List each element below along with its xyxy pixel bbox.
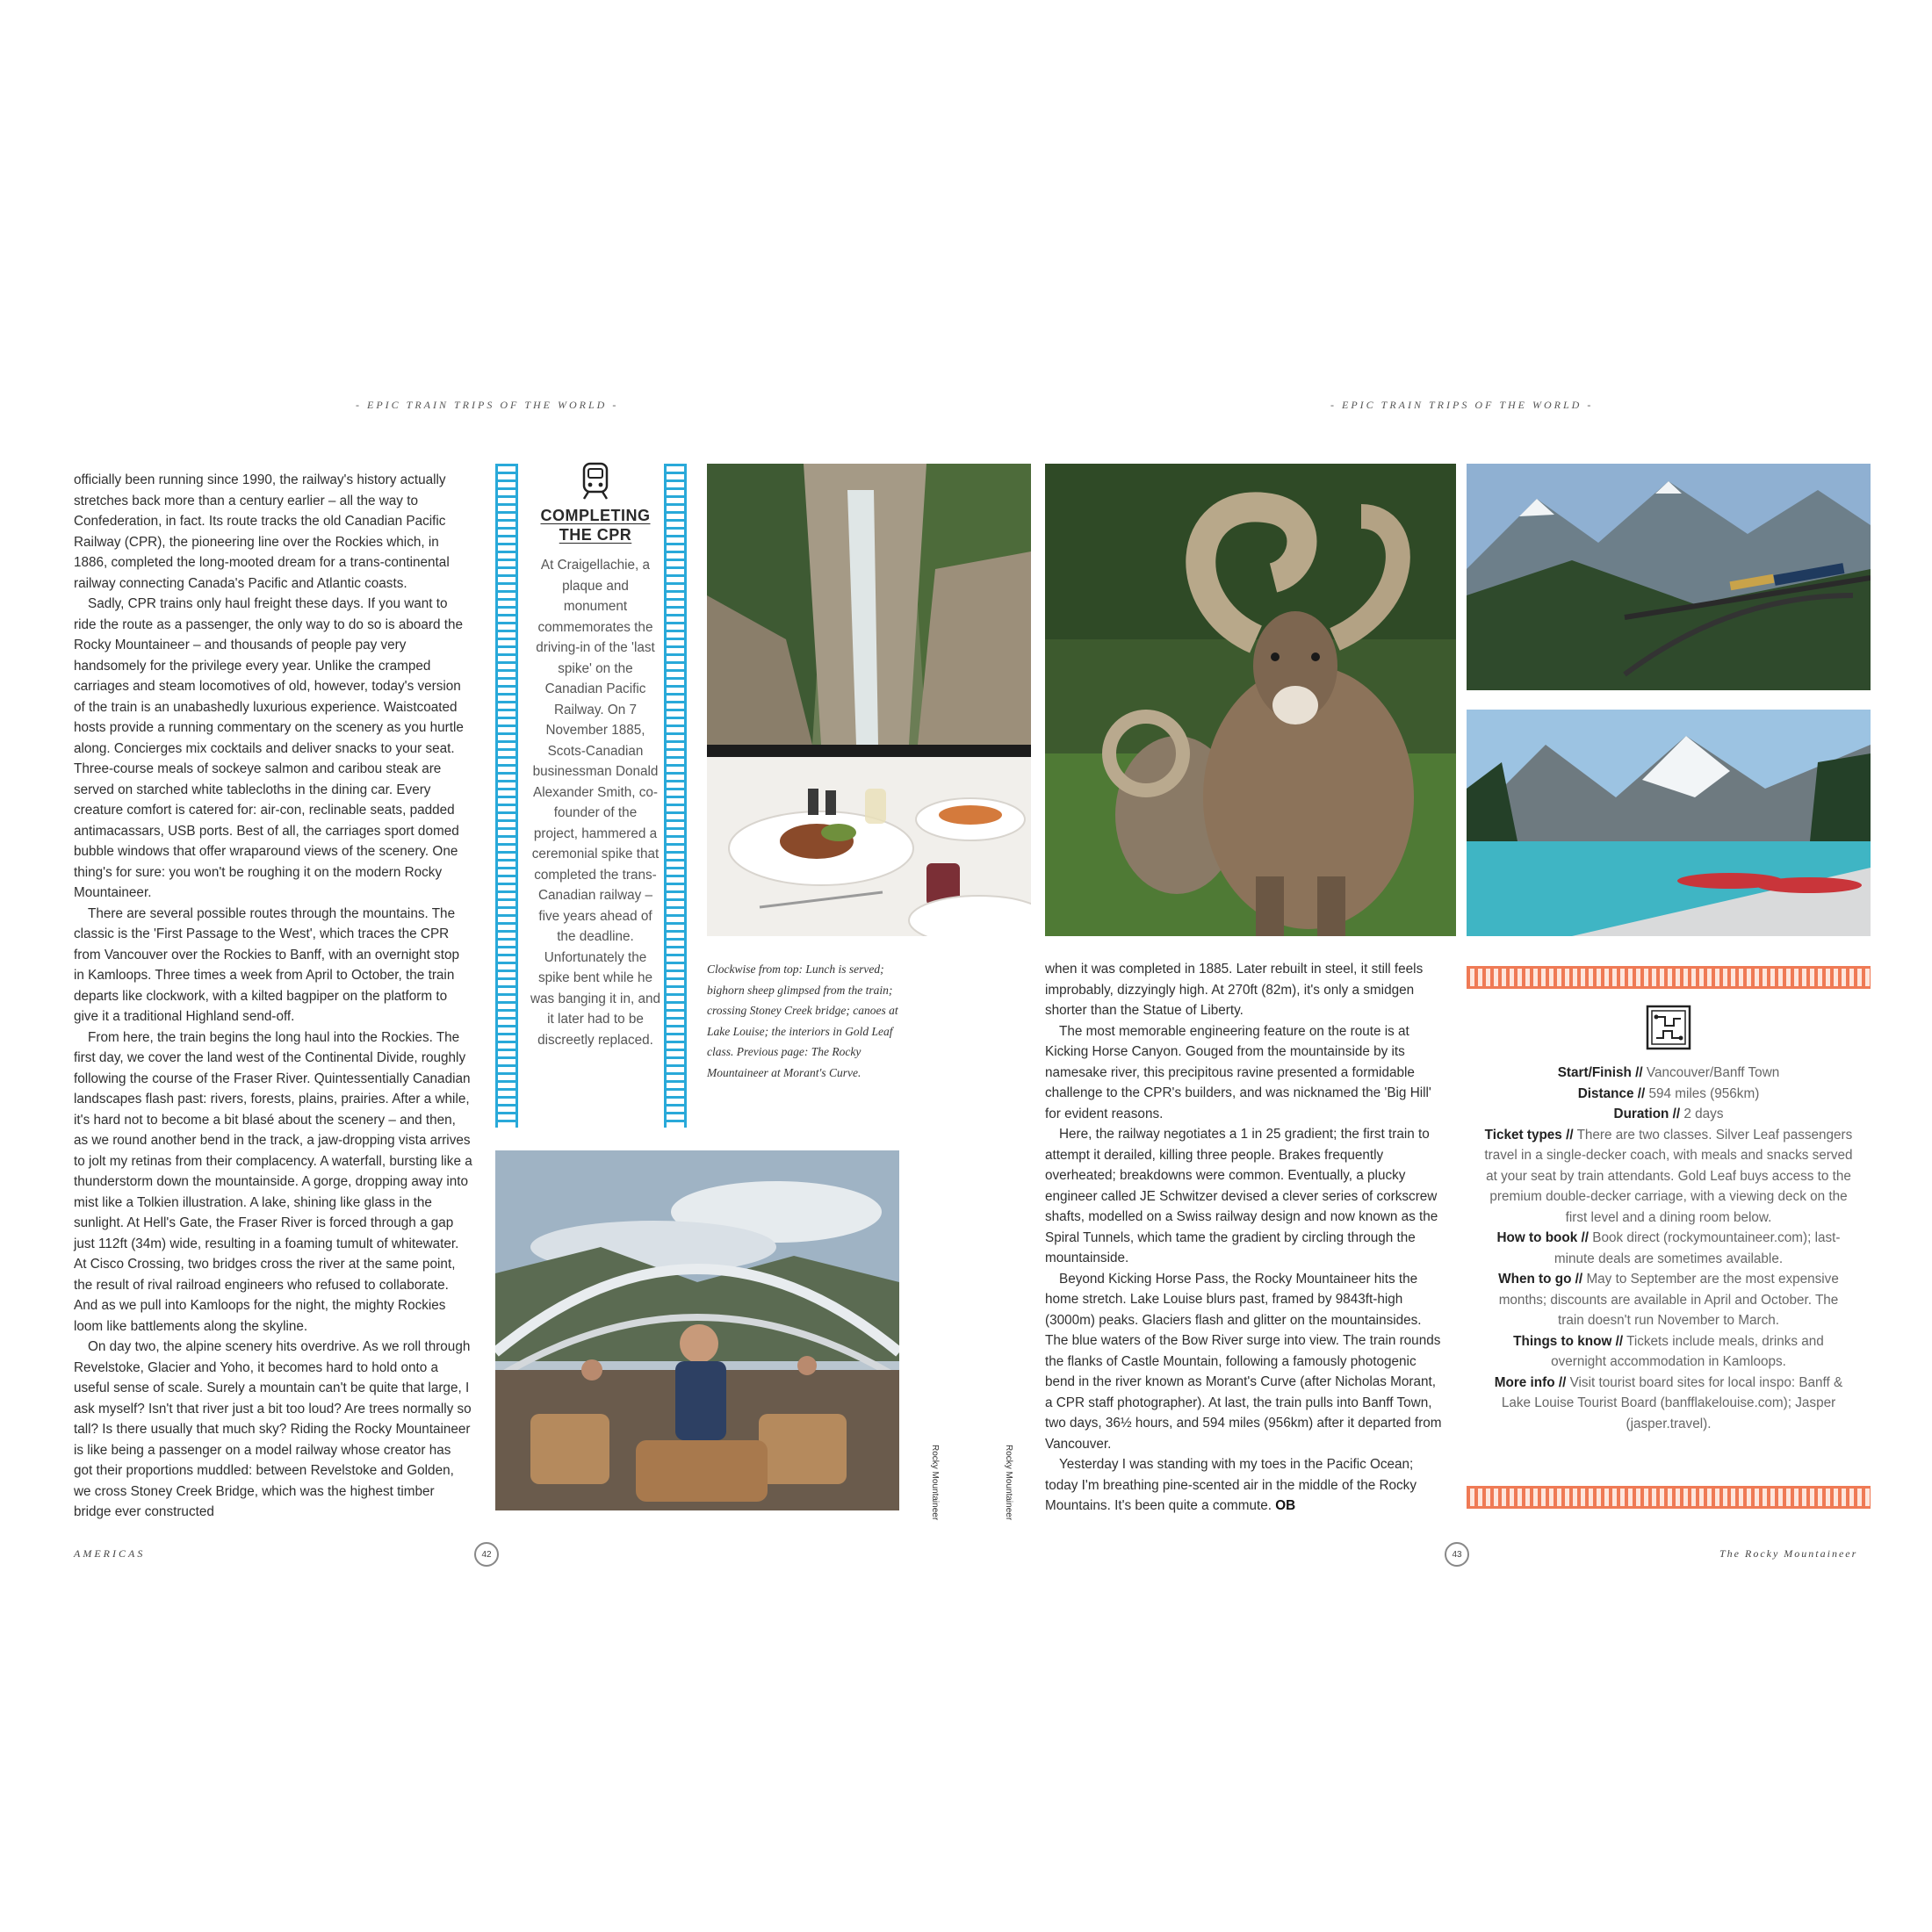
fact-value: May to September are the most expensive months; discounts are available in April and October. The train doesn't run November to March.	[1498, 1272, 1839, 1328]
fact-key: Distance //	[1577, 1085, 1646, 1101]
infobox-facts	[1484, 1063, 1853, 1434]
fact-key: Duration //	[1613, 1107, 1681, 1121]
left-body-column	[74, 470, 472, 1523]
route-map-icon	[1646, 1005, 1691, 1050]
fact-key: How to book //	[1496, 1230, 1590, 1245]
photo-bighorn-sheep	[1045, 464, 1456, 936]
photo-gold-leaf-interior	[495, 1150, 899, 1510]
body-paragraph: From here, the train begins the long haul into the Rockies. The first day, we cover the land west of the Continental Divide, roughly following the course of the Fraser River. Quintessentially Canadian landscapes flash past: rivers, forests, plains, prairies. After a while, it's hard not to become a bit blasé about the scenery – and then, as we round another bend in the track, a jaw-dropping vista arrives to jolt my retinas from their complacency. A waterfall, bursting like a thunderstorm down the mountainside. A gorge, dropping away into mist like a Tolkien illustration. A lake, shining like glass in the sunlight. At Hell's Gate, the Fraser River is forced through a gap just 112ft (34m) wide, resulting in a foaming tumult of whitewater. At Cisco Crossing, two bridges cross the river at the same point, the result of rival railroad engineers who refused to collaborate. And as we pull into Kamloops for the night, the mighty Rockies loom like battlements along the skyline.	[74, 1029, 472, 1334]
fact-key: Ticket types //	[1484, 1127, 1574, 1143]
page-number-left: 42	[474, 1542, 499, 1567]
fact-value: 2 days	[1683, 1107, 1724, 1121]
photo-credit-right: Rocky Mountaineer	[1004, 1445, 1013, 1521]
body-paragraph: officially been running since 1990, the railway's history actually stretches back more than a century earlier – all the way to Confederation, in fact. Its route tracks the old Canadian Pacific Railway (CPR), the pioneering line over the Rockies which, in 1886, completed the long-mooted dream for a trans-continental railway connecting Canada's Pacific and Atlantic coasts.	[74, 472, 450, 591]
photo-caption: Clockwise from top: Lunch is served; bighorn sheep glimpsed from the train; crossing Stoney Creek bridge; canoes at Lake Louise; the interiors in Gold Leaf class. Previous page: The Rocky Mountaineer at Morant's Curve.	[707, 962, 898, 1079]
fact-key: Start/Finish //	[1557, 1065, 1643, 1080]
body-paragraph: On day two, the alpine scenery hits overdrive. As we roll through Revelstoke, Glacier and Yoho, it becomes hard to hold onto a useful sense of scale. Surely a mountain can't be quite that large, I ask myself? Isn't that river just a bit too loud? Are trees normally so tall? Is there usually that much sky? Riding the Rocky Mountaineer is like being a passenger on a model railway whose creator has got their proportions muddled: between Revelstoke and Golden, we cross Stoney Creek Bridge, which was the highest timber bridge ever constructed	[74, 1339, 472, 1519]
body-paragraph: Here, the railway negotiates a 1 in 25 gradient; the first train to attempt it derailed, killing three people. Brakes frequently overheated; breakdowns were common. Eventually, a plucky engineer called JE Schwitzer devised a clever series of corkscrew shafts, modelled on a Swiss railway design and now known as the Spiral Tunnels, which tame the gradient by circling through the mountainside.	[1045, 1127, 1438, 1265]
sidebar-title-line2: THE CPR	[559, 526, 632, 544]
running-head-left: - EPIC TRAIN TRIPS OF THE WORLD -	[356, 399, 619, 411]
fact-ticket-types	[1484, 1125, 1853, 1229]
fact-value: Tickets include meals, drinks and overnight accommodation in Kamloops.	[1551, 1333, 1824, 1369]
infobox-top-bar	[1467, 966, 1871, 989]
right-body-column	[1045, 959, 1445, 1517]
fact-duration	[1484, 1104, 1853, 1125]
fact-value: Book direct (rockymountaineer.com); last-minute deals are sometimes available.	[1554, 1230, 1841, 1266]
body-paragraph	[1045, 1454, 1445, 1517]
fact-more-info	[1484, 1373, 1853, 1435]
fact-things-to-know	[1484, 1331, 1853, 1373]
sidebar-rail-right	[664, 464, 687, 1128]
sidebar-title-line1: COMPLETING	[540, 507, 651, 524]
fact-value: Vancouver/Banff Town	[1646, 1065, 1780, 1080]
fact-key: More info //	[1494, 1374, 1567, 1390]
footer-chapter-title: The Rocky Mountaineer	[1719, 1547, 1858, 1560]
fact-key: When to go //	[1498, 1272, 1583, 1287]
fact-value: Visit tourist board sites for local inspo: Banff & Lake Louise Tourist Board (banfflakelouise.com); Jasper (jasper.travel).	[1501, 1374, 1843, 1431]
fact-distance	[1484, 1084, 1853, 1105]
photo-lunch-served	[707, 464, 1031, 936]
footer-section-label: AMERICAS	[74, 1547, 146, 1560]
sidebar-title	[530, 506, 660, 544]
fact-start-finish	[1484, 1063, 1853, 1084]
fact-key: Things to know //	[1513, 1333, 1624, 1349]
sidebar-text: At Craigellachie, a plaque and monument commemorates the driving-in of the 'last spike' on the Canadian Pacific Railway. On 7 November 1885, Scots-Canadian businessman Donald Alexander Smith, co-founder of the project, hammered a ceremonial spike that completed the trans-Canadian railway – five years ahead of the deadline. Unfortunately the spike bent while he was banging it in, and it later had to be discreetly replaced.	[530, 558, 660, 1048]
sidebar-completing-cpr	[530, 462, 660, 1050]
photo-credit-left: Rocky Mountaineer	[930, 1445, 940, 1521]
body-paragraph: Sadly, CPR trains only haul freight these days. If you want to ride the route as a passenger, the only way to do so is aboard the Rocky Mountaineer – and thousands of people pay very handsomely for the privilege every year. Unlike the cramped carriages and steam locomotives of old, however, today's version of the train is an unabashedly luxurious experience. Waistcoated hosts provide a running commentary on the scenery as you hurtle along. Concierges mix cocktails and deliver snacks to your seat. Three-course meals of sockeye salmon and caribou steak are served on starched white tablecloths in the dining car. Every creature comfort is catered for: air-con, reclinable seats, padded antimacassars, USB ports. Best of all, the carriages sport domed bubble windows that offer wraparound views of the scenery. One thing's for sure: you won't be roughing it on the modern Rocky Mountaineer.	[74, 596, 464, 900]
infobox-bottom-bar	[1467, 1486, 1871, 1509]
fact-value: There are two classes. Silver Leaf passengers travel in a single-decker coach, with meals and snacks served at your seat by train attendants. Gold Leaf buys access to the premium double-decker carriage, with a viewing deck on the first level and a dining room below.	[1484, 1127, 1853, 1225]
page-number-right: 43	[1445, 1542, 1469, 1567]
photo-stoney-creek-bridge	[1467, 464, 1871, 690]
sidebar-rail-left	[495, 464, 518, 1128]
body-paragraph: There are several possible routes through the mountains. The classic is the 'First Passage to the West', which traces the CPR from Vancouver over the Rockies to Banff, with an overnight stop in Kamloops. Three times a week from April to October, the train departs like clockwork, with a kilted bagpiper on the platform to give it a traditional Highland send-off.	[74, 905, 460, 1024]
fact-when-to-go	[1484, 1269, 1853, 1331]
fact-value: 594 miles (956km)	[1648, 1085, 1760, 1101]
infobox	[1484, 1005, 1853, 1434]
body-paragraph: when it was completed in 1885. Later rebuilt in steel, it still feels improbably, dizzyingly high. At 270ft (82m), it's only a smidgen shorter than the Statue of Liberty.	[1045, 962, 1424, 1018]
fact-how-to-book	[1484, 1228, 1853, 1269]
photo-lake-louise-canoes	[1467, 710, 1871, 936]
train-icon	[580, 462, 611, 501]
author-signoff: OB	[1275, 1498, 1296, 1513]
body-paragraph: Beyond Kicking Horse Pass, the Rocky Mountaineer hits the home stretch. Lake Louise blurs past, framed by 9843ft-high (3000m) peaks. Glaciers flash and glitter on the mountainsides. The blue waters of the Bow River surge into view. The train rounds the flanks of Castle Mountain, following a famously photogenic bend in the river known as Morant's Curve (after Nicholas Morant, a CPR staff photographer). At last, the train pulls into Banff Town, two days, 36½ hours, and 594 miles (956km) after it departed from Vancouver.	[1045, 1271, 1442, 1452]
final-paragraph-text: Yesterday I was standing with my toes in the Pacific Ocean; today I'm breathing pine-scented air in the middle of the Rocky Mountains. It's been quite a commute.	[1045, 1457, 1417, 1513]
running-head-right: - EPIC TRAIN TRIPS OF THE WORLD -	[1330, 399, 1594, 411]
body-paragraph: The most memorable engineering feature on the route is at Kicking Horse Canyon. Gouged from the mountainside by its namesake river, this precipitous ravine presented a formidable challenge to the CPR's builders, and was nicknamed the 'Big Hill' for evident reasons.	[1045, 1023, 1431, 1121]
